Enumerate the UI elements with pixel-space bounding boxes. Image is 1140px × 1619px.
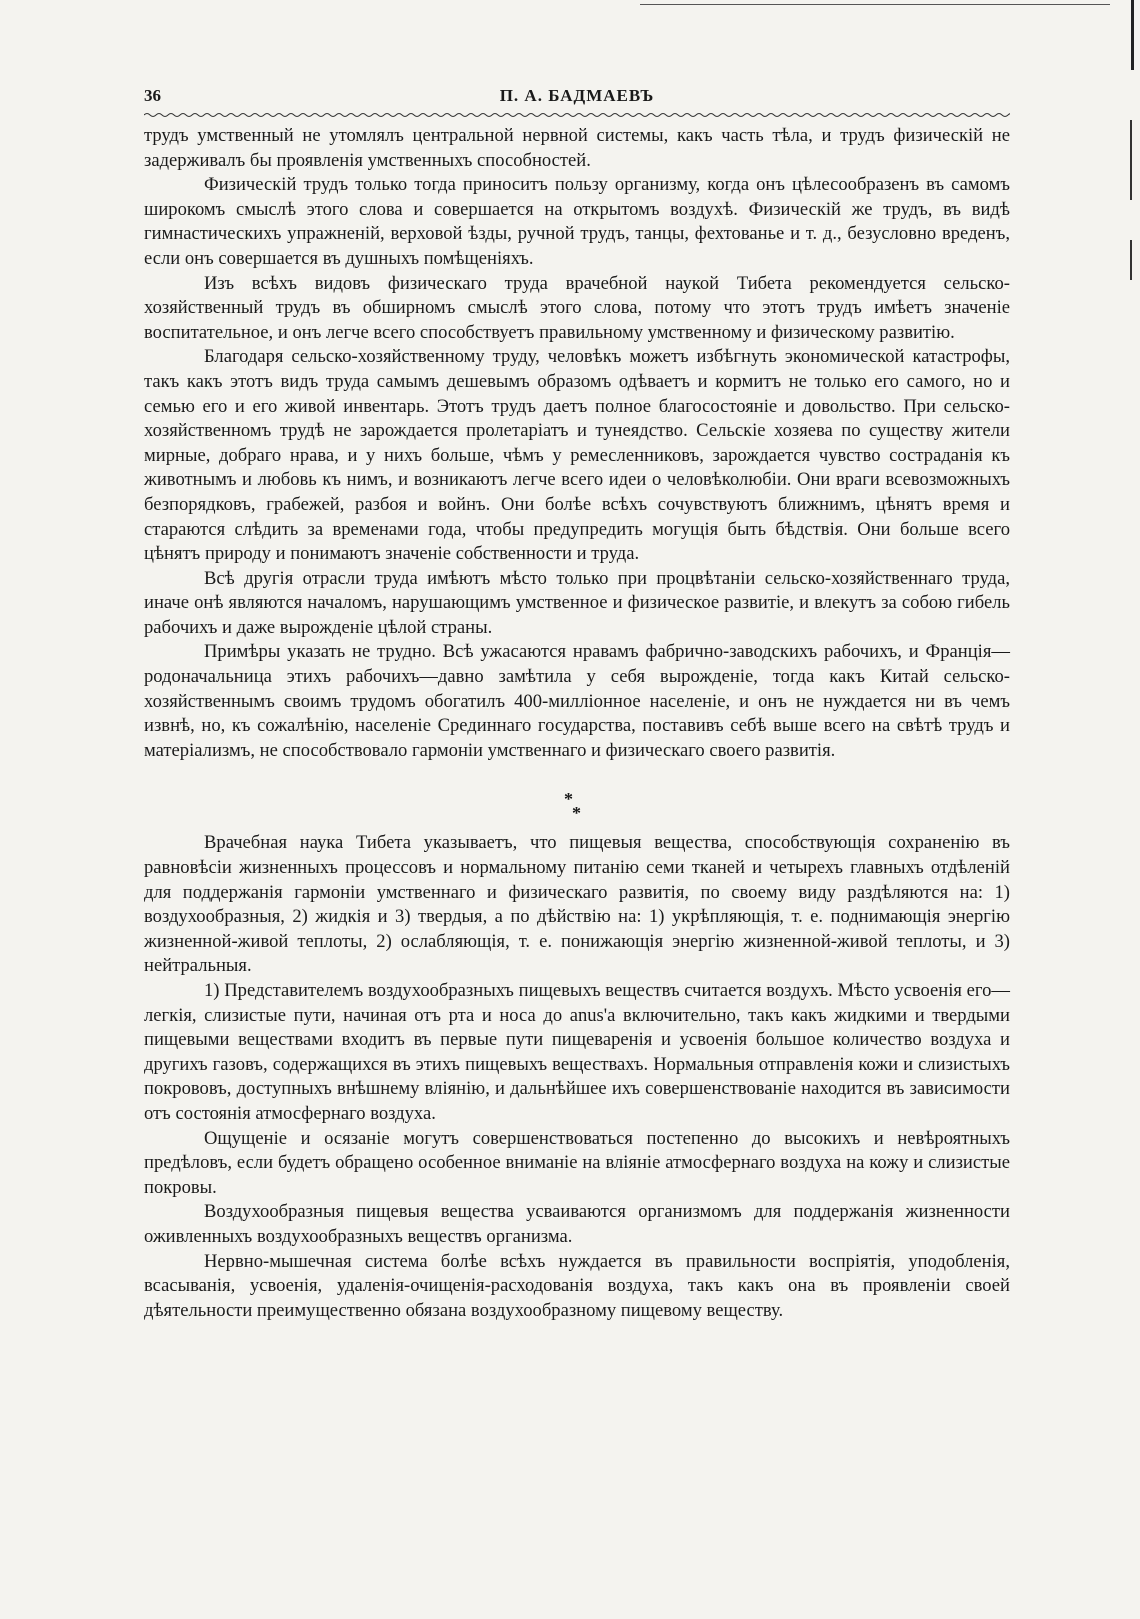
- asterism-star: *: [572, 803, 581, 824]
- body-text: [144, 124, 1010, 1323]
- paragraph: Благодаря сельско-хозяйственному труду, человѣкъ можетъ избѣгнуть экономической катастрофы, такъ какъ этотъ видъ труда самымъ дешевымъ образомъ одѣваетъ и кормитъ не только его самого, но и семью его и его живой инвентарь. Этотъ трудъ даетъ полное благосостояніе и довольство. При сельско-хозяйственномъ трудѣ не зарождается пролетаріатъ и тунеядство. Сельскіе хозяева по существу жители мирные, добраго нрава, и у нихъ больше, чѣмъ у ремесленниковъ, зарождается чувство состраданія къ животнымъ и любовь къ нимъ, и возникаютъ легче всего идеи о человѣколюбіи. Они враги всевозможныхъ безпорядковъ, грабежей, разбоя и войнъ. Они болѣе всѣхъ сочувствуютъ ближнимъ, цѣнятъ время и стараются слѣдить за временами года, чтобы предупредить могущія быть бѣдствія. Они больше всего цѣнятъ природу и понимаютъ значеніе собственности и труда.: [144, 346, 1010, 565]
- page-number: 36: [144, 86, 161, 105]
- paragraph: Физическій трудъ только тогда приноситъ пользу организму, когда онъ цѣлесообразенъ въ самомъ широкомъ смыслѣ этого слова и совершается на открытомъ воздухѣ. Физическій же трудъ, въ видѣ гимнастическихъ упражненій, верховой ѣзды, ручной трудъ, танцы, фехтованье и т. д., безусловно вреденъ, если онъ совершается въ душныхъ помѣщеніяхъ.: [144, 174, 1010, 269]
- paragraph: Нервно-мышечная система болѣе всѣхъ нуждается въ правильности воспріятія, уподобленія, всасыванія, усвоенія, удаленія-очищенія-расходованія воздуха, такъ какъ она въ проявленіи своей дѣятельности преимущественно обязана воздухообразному пищевому веществу.: [144, 1250, 1010, 1321]
- paragraph: 1) Представителемъ воздухообразныхъ пищевыхъ веществъ считается воздухъ. Мѣсто усвоенія его—легкія, слизистые пути, начиная отъ рта и носа до anus'а включительно, такъ какъ жидкими и твердыми пищевыми веществами входитъ въ первые пути пищеваренія и усвоенія большое количество воздуха и другихъ газовъ, содержащихся въ этихъ пищевыхъ веществахъ. Нормальныя отправленія кожи и слизистыхъ покрововъ, доступныхъ внѣшнему вліянію, и дальнѣйшее ихъ совершенствованіе находится въ зависимости отъ состоянія атмосфернаго воздуха.: [144, 980, 1010, 1124]
- paragraph: Воздухообразныя пищевыя вещества усваиваются организмомъ для поддержанія жизненности оживленныхъ воздухообразныхъ веществъ организма.: [144, 1201, 1010, 1247]
- paragraph: Изъ всѣхъ видовъ физическаго труда врачебной наукой Тибета рекомендуется сельско-хозяйственный трудъ въ обширномъ смыслѣ этого слова, потому что этотъ трудъ имѣетъ значеніе воспитательное, и онъ легче всего способствуетъ правильному умственному и физическому развитію.: [144, 272, 1010, 343]
- scan-edge-mark: [1130, 120, 1132, 200]
- scan-edge-mark: [1130, 240, 1132, 280]
- paragraph: трудъ умственный не утомлялъ центральной нервной системы, какъ часть тѣла, и трудъ физическій не задерживалъ бы проявленія умственныхъ способностей.: [144, 125, 1010, 171]
- section-asterism: [144, 771, 1010, 827]
- page-header: [144, 86, 1010, 110]
- paragraph: Ощущеніе и осязаніе могутъ совершенствоваться постепенно до высокихъ и невѣроятныхъ предѣловъ, если будетъ обращено особенное вниманіе на вліяніе атмосфернаго воздуха на кожу и слизистые покровы.: [144, 1127, 1010, 1198]
- paragraph: Примѣры указать не трудно. Всѣ ужасаются нравамъ фабрично-заводскихъ рабочихъ, и Франція—родоначальница этихъ рабочихъ—давно замѣтила у себя вырожденіе, тогда какъ Китай сельско-хозяйственнымъ своимъ трудомъ обогатилъ 400-милліонное населеніе, и онъ не нуждается ни въ чемъ извнѣ, но, къ сожалѣнію, населеніе Срединнаго государства, поставивъ себѣ выше всего на свѣтѣ трудъ и матеріализмъ, не способствовало гармоніи умственнаго и физическаго своего развитія.: [144, 641, 1010, 761]
- scan-edge-mark: [1131, 0, 1134, 70]
- header-wavy-rule: [144, 111, 1010, 119]
- asterism-star: *: [564, 789, 573, 810]
- paragraph: Всѣ другія отрасли труда имѣютъ мѣсто только при процвѣтаніи сельско-хозяйственнаго труда, иначе онѣ являются началомъ, нарушающимъ умственное и физическое развитіе, и влекутъ за собою гибель рабочихъ и даже вырожденіе цѣлой страны.: [144, 567, 1010, 638]
- paragraph: Врачебная наука Тибета указываетъ, что пищевыя вещества, способствующія сохраненію въ равновѣсіи жизненныхъ процессовъ и нормальному питанію семи тканей и четырехъ главныхъ отдѣленій для поддержанія гармоніи умственнаго и физическаго развитія, по своему виду раздѣляются на: 1) воздухообразныя, 2) жидкія и 3) твердыя, а по дѣйствію на: 1) укрѣпляющія, т. е. поднимающія энергію жизненной-живой теплоты, 2) ослабляющія, т. е. понижающія энергію жизненной-живой теплоты, и 3) нейтральныя.: [144, 832, 1010, 977]
- running-head: П. А. БАДМАЕВЪ: [499, 86, 655, 105]
- scan-edge-rule: [640, 4, 1110, 5]
